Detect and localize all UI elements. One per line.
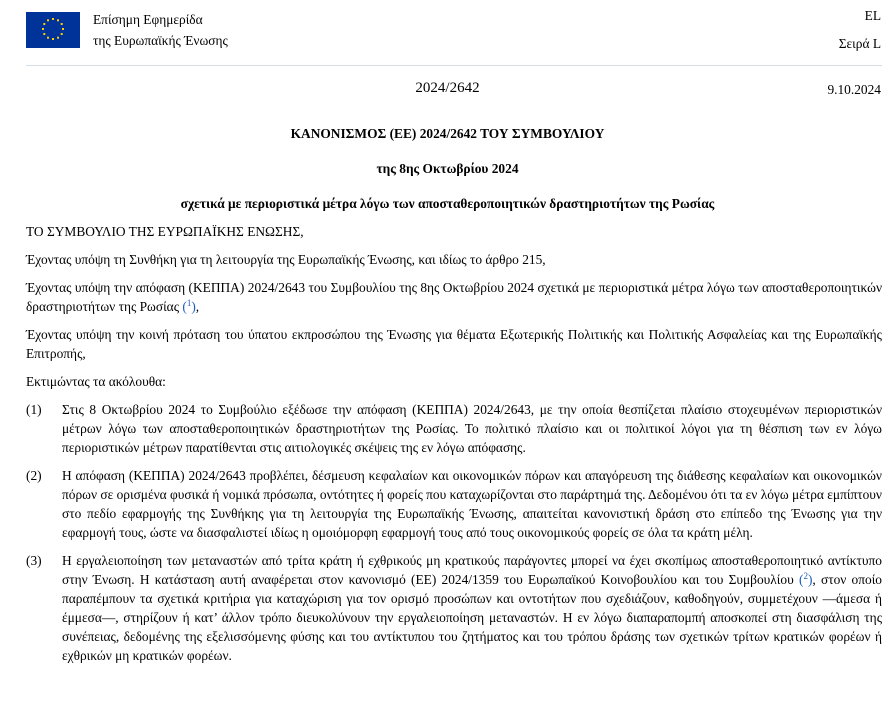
recital-2 (26, 466, 882, 542)
recital-1 (26, 400, 882, 457)
footnote-link-1[interactable]: ($^1$) (182, 298, 196, 314)
publication-date: 9.10.2024 (827, 82, 881, 97)
recital-text: Στις 8 Οκτωβρίου 2024 το Συμβούλιο εξέδωσε την απόφαση (ΚΕΠΠΑ) 2024/2643, με την οποία θεσπίζεται πλαίσιο στοχευμένων περιοριστικών μέτρων λόγω των αποσταθεροποιητικών δραστηριοτήτων της Ρωσίας. Το πολιτικό πλαίσιο και οι πολιτικοί λόγοι για τη θέσπιση των εν λόγω περιοριστικών μέτρων παρατίθενται στις αιτιολογικές σκέψεις της εν λόγω απόφασης. (62, 402, 882, 455)
regulation-date: της 8ης Οκτωβρίου 2024 (376, 161, 519, 176)
preamble-citation-3: Έχοντας υπόψη την κοινή πρόταση του ύπατου εκπροσώπου της Ένωσης για θέματα Εξωτερικής Πολιτικής και Πολιτικής Ασφαλείας και της Ευρωπαϊκής Επιτροπής, (26, 327, 882, 361)
footnote-number-2: 2 (803, 571, 808, 581)
recital-number: (2) (26, 468, 42, 483)
journal-title-line2: της Ευρωπαϊκής Ένωσης (93, 33, 228, 48)
series-label: Σειρά L (838, 36, 881, 51)
whereas-intro: Εκτιμώντας τα ακόλουθα: (26, 374, 166, 389)
document-body (26, 222, 882, 674)
recital-text: Η απόφαση (ΚΕΠΠΑ) 2024/2643 προβλέπει, δέσμευση κεφαλαίων και οικονομικών πόρων και απαγόρευση της διάθεσης κεφαλαίων και οικονομικών πόρων σε ορισμένα φυσικά ή νομικά πρόσωπα, οντότητες ή φορείς που καταχωρίζονται στο παράρτημά της. Δεδομένου ότι τα εν λόγω μέτρα εμπίπτουν στο πεδίο εφαρμογής της Συνθήκης για τη λειτουργία της Ευρωπαϊκής Ένωσης, απαιτείται κανονιστική δράση στο επίπεδο της Ένωσης για την εφαρμογή τους, ώστε να διασφαλιστεί ιδίως η ομοιόμορφη εφαρμογή τους από τους οικονομικούς φορείς σε όλα τα κράτη μέλη. (62, 468, 882, 540)
journal-header (0, 0, 895, 66)
regulation-subject: σχετικά με περιοριστικά μέτρα λόγω των αποσταθεροποιητικών δραστηριοτήτων της Ρωσίας (180, 196, 715, 211)
recital-number: (1) (26, 402, 42, 417)
recital-number: (3) (26, 553, 42, 568)
preamble-citation-2 (26, 278, 882, 316)
document-number: 2024/2642 (415, 80, 480, 96)
journal-title-line1: Επίσημη Εφημερίδα (93, 12, 203, 27)
footnote-link-2[interactable]: ($^2$) (798, 571, 813, 587)
footnote-number-1: 1 (186, 298, 192, 308)
recital-3-text-after: , στον οποίο παραπέμπουν τα σχετικά κριτήρια για καταχώριση για τον ορισμό προσώπων και οντοτήτων που σχεδιάζουν, καθοδηγούν, συμμετέχουν —άμεσα ή έμμεσα—, στηρίζουν ή κατ’ άλλον τρόπο διευκολύνουν την εργαλειοποίηση μεταναστών. Η εν λόγω διαπαραπομπή αποσκοπεί στη διασφάλιση της συνέπειας, δεδομένης της εξελισσόμενης φύσης και του αντίκτυπου του ζητήματος και του τρόπου δράσης των σχετικών τρίτων κρατικών φορέων ή εχθρικών μη κρατικών φορέων. (62, 572, 883, 663)
recital-3-text-before: Η εργαλειοποίηση των μεταναστών από τρίτα κράτη ή εχθρικούς μη κρατικούς παράγοντες μπορεί να έχει σκοπίμως αποσταθεροποιητικό αντίκτυπο στην Ένωση. Η κατάσταση αυτή αναφέρεται στον κανονισμό (ΕΕ) 2024/1359 του Ευρωπαϊκού Κοινοβουλίου και του Συμβουλίου (62, 553, 882, 587)
preamble-institution: ΤΟ ΣΥΜΒΟΥΛΙΟ ΤΗΣ ΕΥΡΩΠΑΪΚΗΣ ΕΝΩΣΗΣ, (26, 224, 304, 239)
preamble-citation-1: Έχοντας υπόψη τη Συνθήκη για τη λειτουργία της Ευρωπαϊκής Ένωσης, και ιδίως το άρθρο 215, (26, 252, 546, 267)
eu-flag-icon (26, 12, 80, 48)
regulation-title: ΚΑΝΟΝΙΣΜΟΣ (ΕΕ) 2024/2642 ΤΟΥ ΣΥΜΒΟΥΛΙΟΥ (290, 126, 605, 141)
recital-3 (26, 551, 882, 665)
citation-2-end: , (195, 299, 200, 314)
citation-2-text: Έχοντας υπόψη την απόφαση (ΚΕΠΠΑ) 2024/2643 του Συμβουλίου της 8ης Οκτωβρίου 2024 σχετικά με περιοριστικά μέτρα λόγω των αποσταθεροποιητικών δραστηριοτήτων της Ρωσίας (26, 280, 882, 314)
journal-title (93, 9, 228, 51)
language-code: EL (864, 8, 881, 23)
recital-text (62, 551, 882, 665)
header-divider (26, 65, 882, 66)
